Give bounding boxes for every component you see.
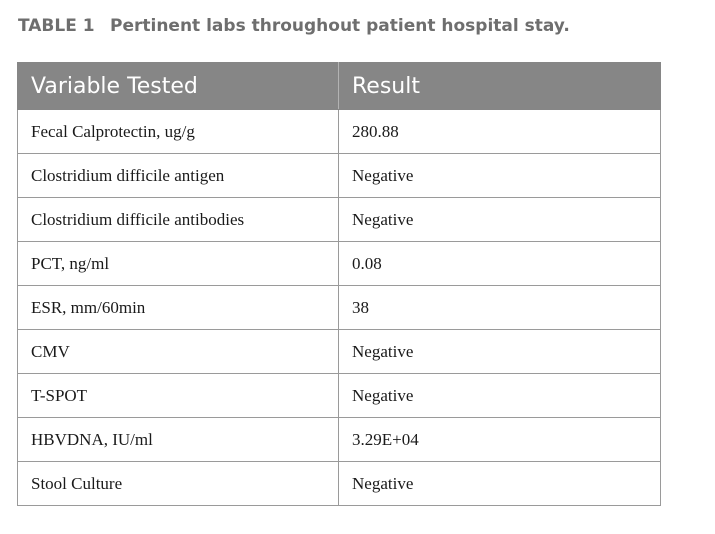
table-row bbox=[18, 198, 661, 242]
cell-variable: CMV bbox=[18, 330, 339, 374]
cell-variable: Stool Culture bbox=[18, 462, 339, 506]
table-row bbox=[18, 418, 661, 462]
table-title: Pertinent labs throughout patient hospital stay. bbox=[110, 16, 570, 36]
cell-result: Negative bbox=[339, 462, 661, 506]
cell-result: 280.88 bbox=[339, 110, 661, 154]
cell-variable: Clostridium difficile antibodies bbox=[18, 198, 339, 242]
cell-result: 38 bbox=[339, 286, 661, 330]
cell-variable: PCT, ng/ml bbox=[18, 242, 339, 286]
lab-results-table bbox=[17, 62, 661, 506]
cell-variable: Clostridium difficile antigen bbox=[18, 154, 339, 198]
cell-result: 3.29E+04 bbox=[339, 418, 661, 462]
table-row bbox=[18, 374, 661, 418]
table-row bbox=[18, 110, 661, 154]
table-row bbox=[18, 462, 661, 506]
cell-result: Negative bbox=[339, 374, 661, 418]
table-row bbox=[18, 154, 661, 198]
column-header-variable: Variable Tested bbox=[18, 63, 339, 110]
column-header-result: Result bbox=[339, 63, 661, 110]
cell-variable: T-SPOT bbox=[18, 374, 339, 418]
table-row bbox=[18, 242, 661, 286]
cell-result: Negative bbox=[339, 330, 661, 374]
table-number: TABLE 1 bbox=[18, 16, 95, 36]
table-row bbox=[18, 330, 661, 374]
table-caption bbox=[18, 16, 570, 36]
cell-result: Negative bbox=[339, 198, 661, 242]
table-header-row bbox=[18, 63, 661, 110]
cell-result: 0.08 bbox=[339, 242, 661, 286]
table-row bbox=[18, 286, 661, 330]
cell-result: Negative bbox=[339, 154, 661, 198]
cell-variable: HBVDNA, IU/ml bbox=[18, 418, 339, 462]
cell-variable: ESR, mm/60min bbox=[18, 286, 339, 330]
cell-variable: Fecal Calprotectin, ug/g bbox=[18, 110, 339, 154]
